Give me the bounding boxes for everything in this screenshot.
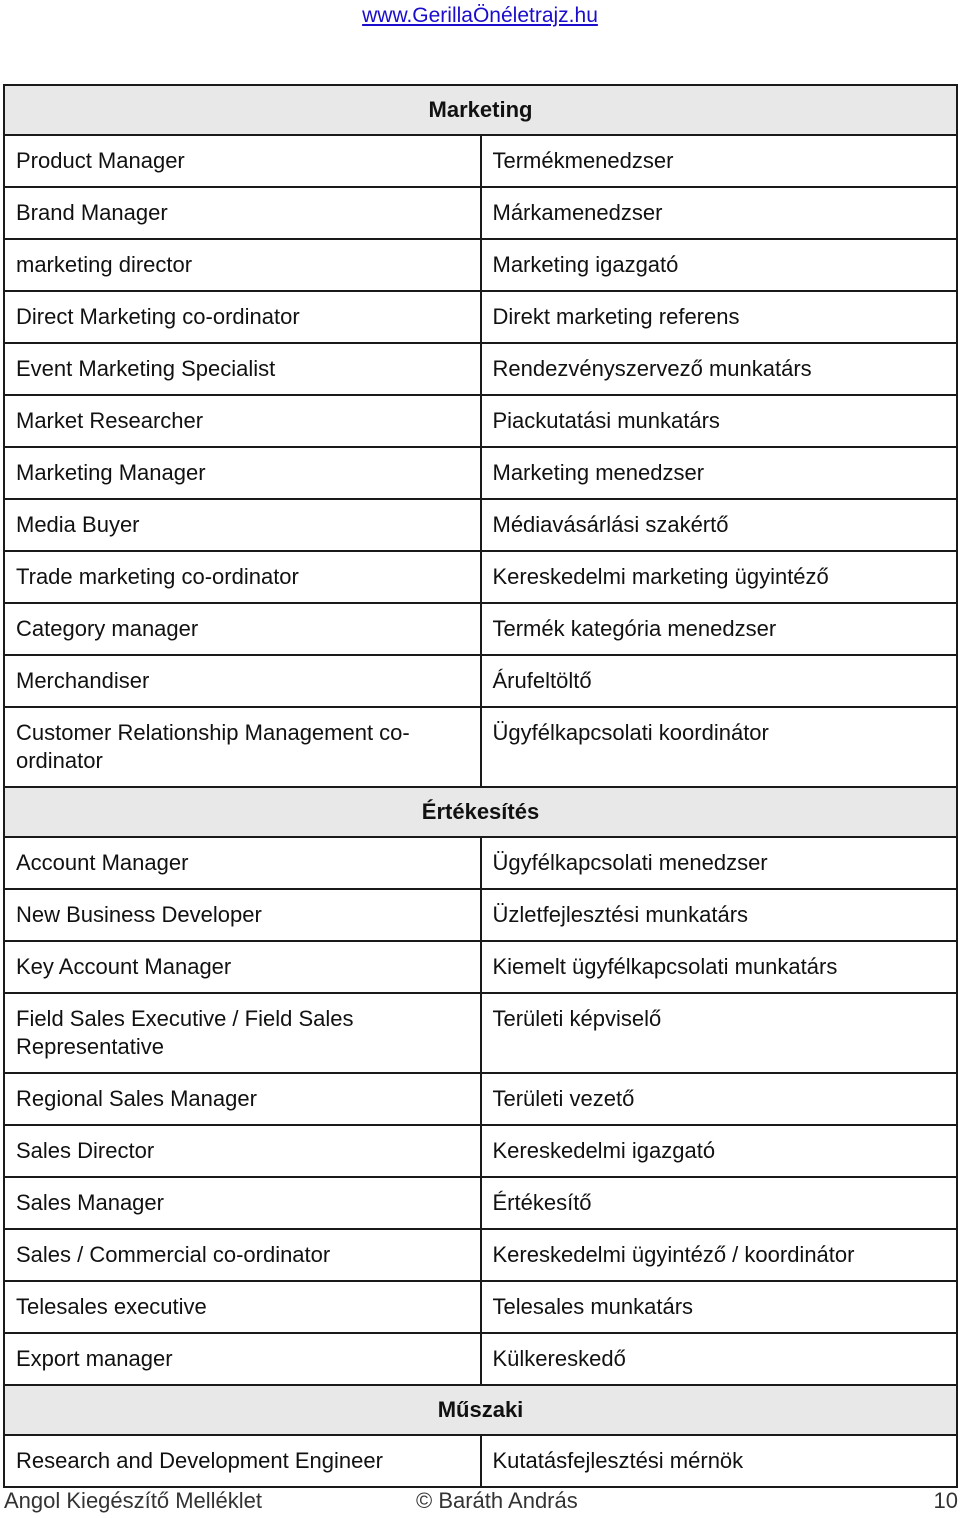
table-row	[4, 1177, 957, 1229]
english-job-title: marketing director	[4, 239, 481, 291]
table-row	[4, 499, 957, 551]
hungarian-job-title: Kiemelt ügyfélkapcsolati munkatárs	[481, 941, 958, 993]
english-job-title: Category manager	[4, 603, 481, 655]
table-row	[4, 447, 957, 499]
english-job-title: Brand Manager	[4, 187, 481, 239]
table-row	[4, 1125, 957, 1177]
hungarian-job-title: Árufeltöltő	[481, 655, 958, 707]
hungarian-job-title: Kereskedelmi marketing ügyintéző	[481, 551, 958, 603]
hungarian-job-title: Kereskedelmi ügyintéző / koordinátor	[481, 1229, 958, 1281]
footer-page-number: 10	[933, 1488, 958, 1513]
hungarian-job-title: Márkamenedzser	[481, 187, 958, 239]
hungarian-job-title: Külkereskedő	[481, 1333, 958, 1385]
table-row	[4, 187, 957, 239]
table-row	[4, 889, 957, 941]
hungarian-job-title: Területi vezető	[481, 1073, 958, 1125]
table-row	[4, 707, 957, 787]
english-job-title: Media Buyer	[4, 499, 481, 551]
table-row	[4, 655, 957, 707]
section-header-row	[4, 85, 957, 135]
footer-copyright: © Baráth András	[416, 1488, 578, 1513]
hungarian-job-title: Rendezvényszervező munkatárs	[481, 343, 958, 395]
english-job-title: Telesales executive	[4, 1281, 481, 1333]
table-row	[4, 1073, 957, 1125]
table-row	[4, 603, 957, 655]
table-row	[4, 343, 957, 395]
hungarian-job-title: Értékesítő	[481, 1177, 958, 1229]
english-job-title: Customer Relationship Management co-ordinator	[4, 707, 481, 787]
footer-document-title: Angol Kiegészítő Melléklet	[4, 1488, 263, 1513]
english-job-title: Sales Director	[4, 1125, 481, 1177]
english-job-title: Regional Sales Manager	[4, 1073, 481, 1125]
hungarian-job-title: Médiavásárlási szakértő	[481, 499, 958, 551]
hungarian-job-title: Ügyfélkapcsolati koordinátor	[481, 707, 958, 787]
hungarian-job-title: Marketing igazgató	[481, 239, 958, 291]
hungarian-job-title: Termékmenedzser	[481, 135, 958, 187]
english-job-title: New Business Developer	[4, 889, 481, 941]
english-job-title: Event Marketing Specialist	[4, 343, 481, 395]
hungarian-job-title: Üzletfejlesztési munkatárs	[481, 889, 958, 941]
site-link[interactable]: www.GerillaÖnéletrajz.hu	[362, 4, 598, 27]
hungarian-job-title: Területi képviselő	[481, 993, 958, 1073]
english-job-title: Direct Marketing co-ordinator	[4, 291, 481, 343]
section-title: Értékesítés	[4, 787, 957, 837]
table-row	[4, 1281, 957, 1333]
table-row	[4, 1229, 957, 1281]
english-job-title: Trade marketing co-ordinator	[4, 551, 481, 603]
section-header-row	[4, 1385, 957, 1435]
english-job-title: Research and Development Engineer	[4, 1435, 481, 1487]
table-row	[4, 993, 957, 1073]
english-job-title: Sales / Commercial co-ordinator	[4, 1229, 481, 1281]
section-title: Marketing	[4, 85, 957, 135]
english-job-title: Marketing Manager	[4, 447, 481, 499]
english-job-title: Account Manager	[4, 837, 481, 889]
table-row	[4, 837, 957, 889]
hungarian-job-title: Ügyfélkapcsolati menedzser	[481, 837, 958, 889]
english-job-title: Product Manager	[4, 135, 481, 187]
glossary-body	[4, 85, 957, 1487]
page-footer	[4, 1488, 958, 1518]
hungarian-job-title: Kereskedelmi igazgató	[481, 1125, 958, 1177]
table-row	[4, 395, 957, 447]
english-job-title: Key Account Manager	[4, 941, 481, 993]
english-job-title: Export manager	[4, 1333, 481, 1385]
section-header-row	[4, 787, 957, 837]
hungarian-job-title: Piackutatási munkatárs	[481, 395, 958, 447]
job-title-glossary-table	[3, 84, 958, 1488]
table-row	[4, 291, 957, 343]
english-job-title: Market Researcher	[4, 395, 481, 447]
table-row	[4, 941, 957, 993]
hungarian-job-title: Kutatásfejlesztési mérnök	[481, 1435, 958, 1487]
english-job-title: Field Sales Executive / Field Sales Representative	[4, 993, 481, 1073]
hungarian-job-title: Direkt marketing referens	[481, 291, 958, 343]
hungarian-job-title: Telesales munkatárs	[481, 1281, 958, 1333]
hungarian-job-title: Marketing menedzser	[481, 447, 958, 499]
table-row	[4, 239, 957, 291]
table-row	[4, 1333, 957, 1385]
table-row	[4, 551, 957, 603]
table-row	[4, 135, 957, 187]
english-job-title: Sales Manager	[4, 1177, 481, 1229]
hungarian-job-title: Termék kategória menedzser	[481, 603, 958, 655]
section-title: Műszaki	[4, 1385, 957, 1435]
table-row	[4, 1435, 957, 1487]
english-job-title: Merchandiser	[4, 655, 481, 707]
